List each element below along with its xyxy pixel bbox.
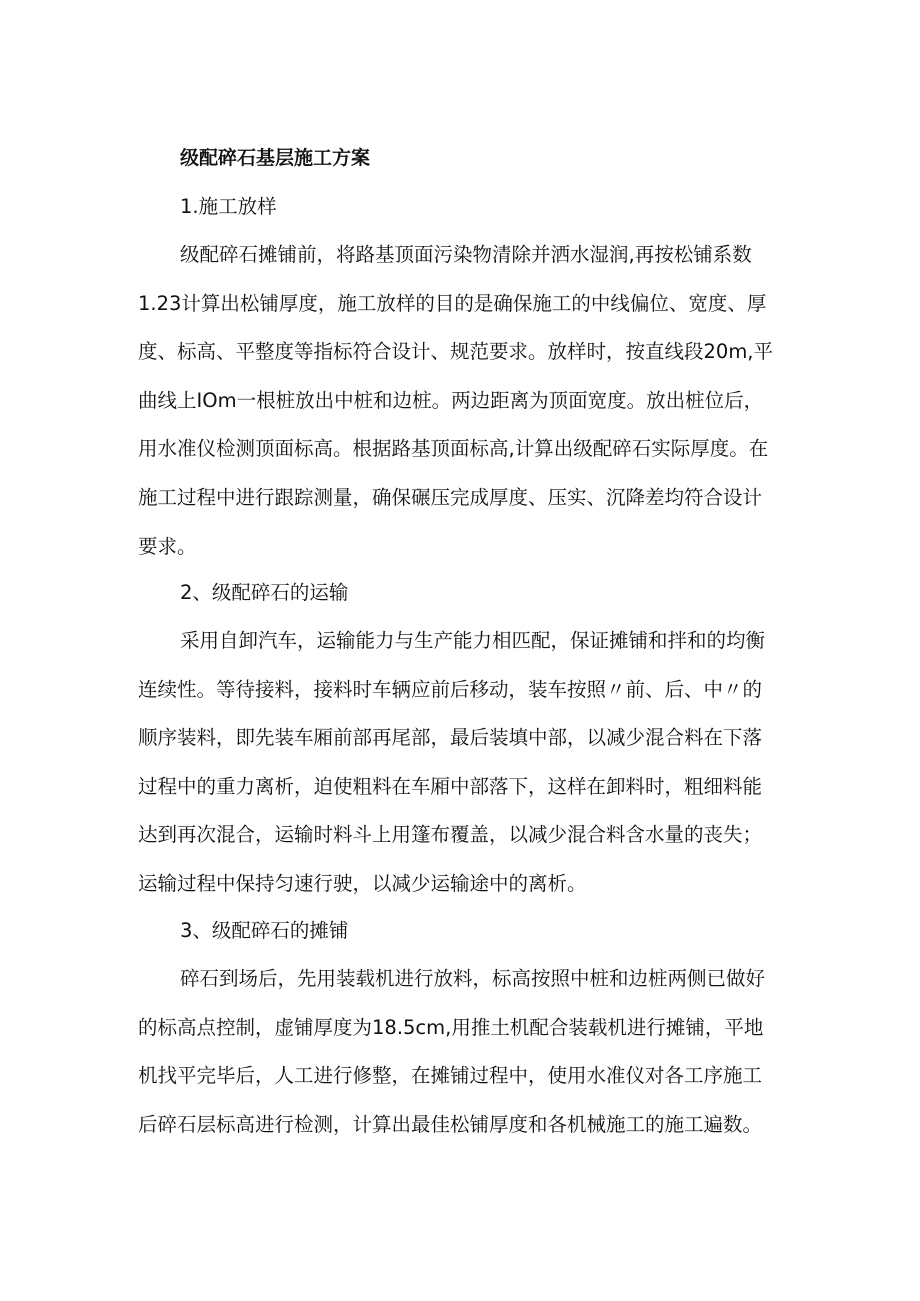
section-heading-spreading: 3、级配碎石的摊铺: [180, 919, 349, 942]
paragraph-line: 后碎石层标高进行检测，计算出最佳松铺厚度和各机械施工的施工遍数。: [138, 1112, 763, 1136]
paragraph-line: 曲线上IOm一根桩放出中桩和边桩。两边距离为顶面宽度。放出桩位后，: [138, 388, 764, 412]
paragraph-line: 机找平完毕后，人工进行修整，在摊铺过程中，使用水准仪对各工序施工: [138, 1064, 763, 1088]
paragraph-line: 达到再次混合，运输时料斗上用篷布覆盖，以减少混合料含水量的丧失；: [138, 823, 763, 847]
paragraph-line: 用水准仪检测顶面标高。根据路基顶面标高,计算出级配碎石实际厚度。在: [138, 437, 769, 461]
paragraph-line: 过程中的重力离析，迫使粗料在车厢中部落下，这样在卸料时，粗细料能: [138, 774, 763, 798]
paragraph-line: 顺序装料，即先装车厢前部再尾部，最后装填中部，以减少混合料在下落: [138, 726, 763, 750]
section-body-transport: [138, 626, 818, 918]
document-title: 级配碎石基层施工方案: [180, 147, 371, 169]
section-heading-transport: 2、级配碎石的运输: [180, 581, 349, 604]
section-body-spreading: [138, 964, 818, 1158]
paragraph-line: 1.23计算出松铺厚度，施工放样的目的是确保施工的中线偏位、宽度、厚: [138, 291, 767, 315]
paragraph-line: 采用自卸汽车，运输能力与生产能力相匹配，保证摊铺和拌和的均衡: [180, 629, 766, 652]
paragraph-line: 要求。: [138, 534, 197, 558]
paragraph-line: 度、标高、平整度等指标符合设计、规范要求。放样时，按直线段20m,平: [138, 340, 774, 364]
paragraph-line: 的标高点控制，虚铺厚度为18.5cm,用推土机配合装载机进行摊铺，平地: [138, 1015, 764, 1039]
section-body-layout: [138, 240, 818, 580]
paragraph-line: 碎石到场后，先用装载机进行放料，标高按照中桩和边桩两侧已做好: [180, 967, 766, 990]
paragraph-line: 级配碎石摊铺前，将路基顶面污染物清除并洒水湿润,再按松铺系数: [180, 243, 752, 266]
paragraph-line: 运输过程中保持匀速行驶，以减少运输途中的离析。: [138, 871, 587, 895]
paragraph-line: 连续性。等待接料，接料时车辆应前后移动，装车按照〃前、后、中〃的: [138, 677, 763, 701]
paragraph-line: 施工过程中进行跟踪测量，确保碾压完成厚度、压实、沉降差均符合设计: [138, 485, 763, 509]
section-heading-layout: 1.施工放样: [180, 195, 277, 218]
